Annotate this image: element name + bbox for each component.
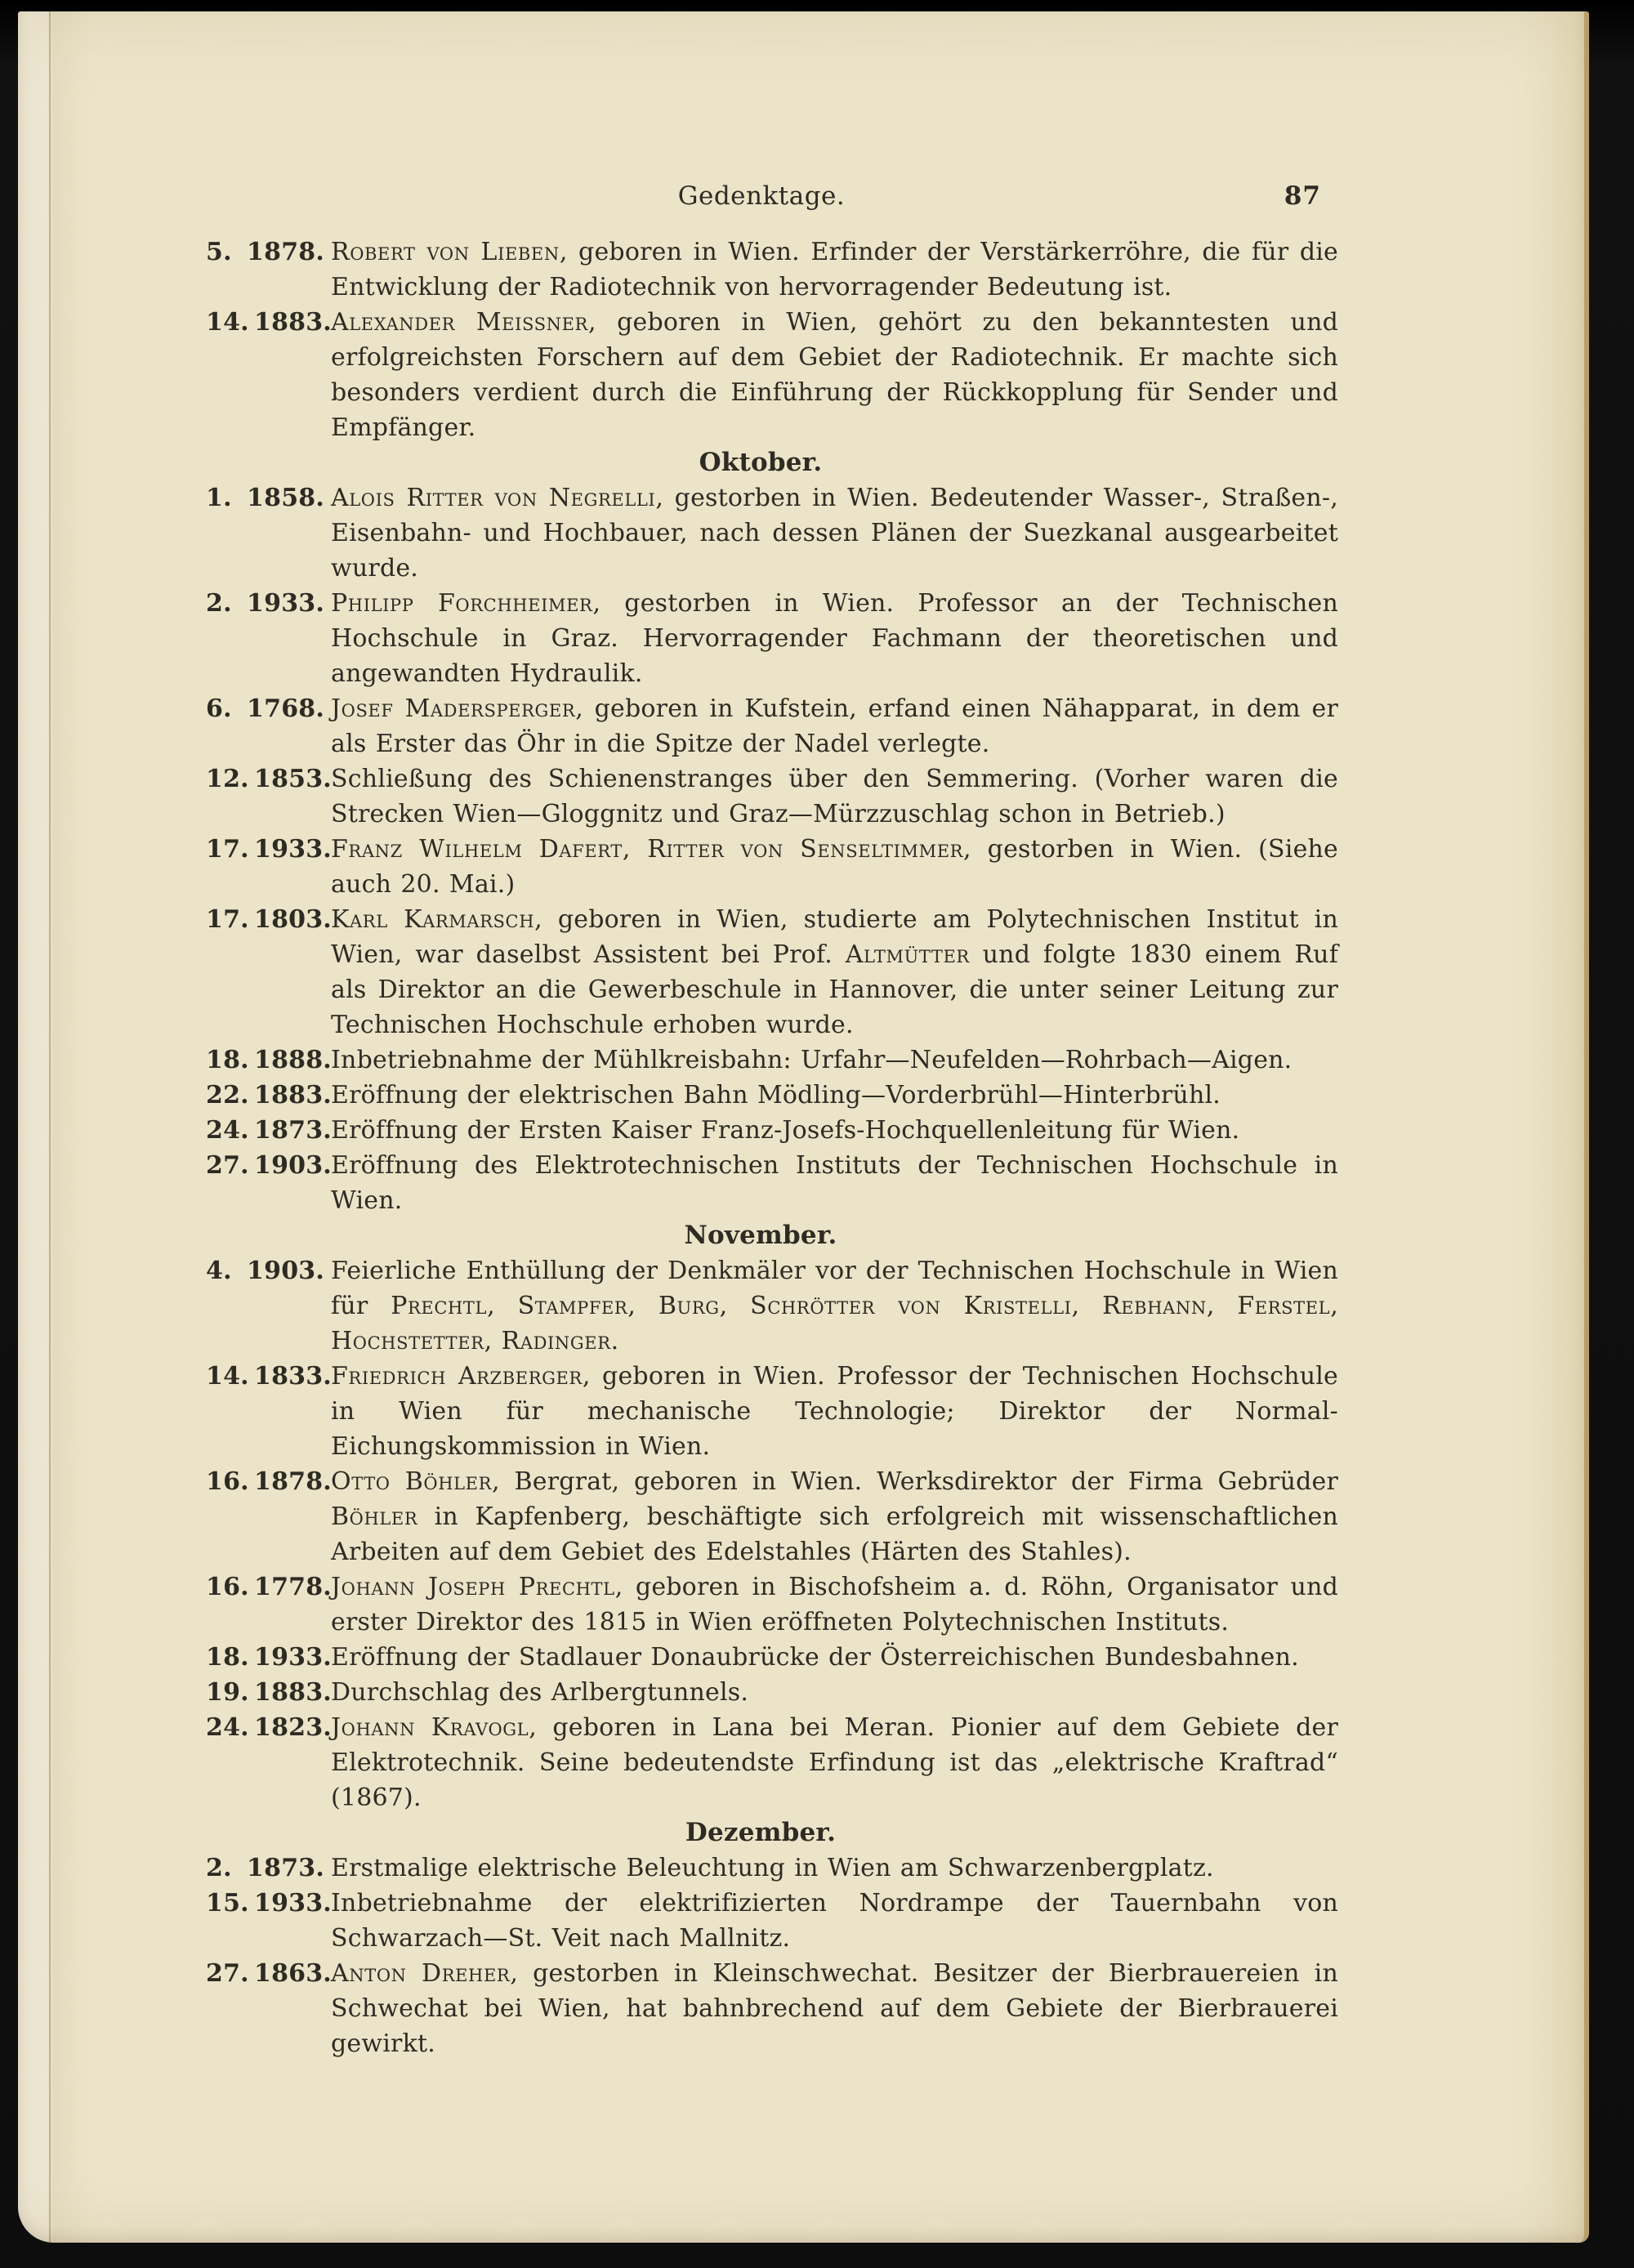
entry-row bbox=[206, 234, 1338, 305]
entry-text bbox=[331, 1116, 1239, 1145]
person-name: Radinger bbox=[501, 1327, 611, 1355]
entry-year: 1878. bbox=[247, 238, 324, 266]
entry-year: 1823. bbox=[254, 1713, 332, 1742]
entry-day: 24. bbox=[206, 1713, 249, 1742]
entry-text-segment: Feierliche Enthüllung der Denkmäler vor der Technischen Hochschule in Wien für bbox=[331, 1257, 1338, 1320]
entry-text bbox=[331, 1467, 1338, 1566]
entry-date bbox=[206, 1042, 332, 1078]
entry-text-segment: , geboren in Wien. Erfinder der Verstärkerröhre, die für die Entwicklung der Radiotechnik von hervorragender Bedeutung ist. bbox=[331, 238, 1338, 301]
entry-row bbox=[206, 1464, 1338, 1569]
entry-date bbox=[206, 691, 324, 726]
person-name: Johann Joseph Prechtl bbox=[331, 1573, 615, 1601]
entry-text-segment: Durchschlag des Arlbergtunnels. bbox=[331, 1678, 749, 1707]
entry-text-segment: , bbox=[1206, 1292, 1238, 1320]
entry-row bbox=[206, 1078, 1338, 1113]
entry-year: 1933. bbox=[247, 589, 324, 618]
entry-text-segment: , bbox=[719, 1292, 751, 1320]
entry-row bbox=[206, 1851, 1338, 1886]
entry-text-segment: Eröffnung der Ersten Kaiser Franz-Josefs-Hochquellenleitung für Wien. bbox=[331, 1116, 1240, 1145]
entry-day: 27. bbox=[206, 1151, 249, 1180]
entry-text bbox=[331, 1046, 1292, 1074]
entry-text bbox=[331, 835, 1338, 899]
entry-text-segment: , gestorben in Kleinschwechat. Besitzer der Bierbrauereien in Schwechat bei Wien, hat bahnbrechend auf dem Gebiete der Bierbrauerei gewirkt. bbox=[331, 1959, 1338, 2058]
entry-text-segment: Erstmalige elektrische Beleuchtung in Wien am Schwarzenbergplatz. bbox=[331, 1854, 1214, 1882]
entry-text bbox=[331, 1678, 748, 1707]
entry-text bbox=[331, 1713, 1338, 1812]
entry-row bbox=[206, 1640, 1338, 1675]
entry-row bbox=[206, 691, 1338, 761]
entry-year: 1858. bbox=[247, 484, 324, 512]
person-name: Franz Wilhelm Dafert, Ritter von Senseltimmer bbox=[331, 835, 964, 864]
entry-date bbox=[206, 1675, 332, 1710]
entry-text-segment: Eröffnung der elektrischen Bahn Mödling—Vorderbrühl—Hinterbrühl. bbox=[331, 1081, 1221, 1109]
entry-row bbox=[206, 1569, 1338, 1640]
person-name: Philipp Forchheimer bbox=[331, 589, 593, 618]
entry-text-segment: , geboren in Wien, gehört zu den bekanntesten und erfolgreichsten Forschern auf dem Gebiet der Radiotechnik. Er machte sich besonders verdient durch die Einführung der Rückkopplung für Sender und Empfänger. bbox=[331, 308, 1338, 442]
entry-year: 1888. bbox=[254, 1046, 332, 1074]
entry-text bbox=[331, 905, 1338, 1039]
entry-date bbox=[206, 1640, 332, 1675]
entry-date bbox=[206, 1886, 332, 1921]
person-name: Burg bbox=[658, 1292, 720, 1320]
entry-row bbox=[206, 902, 1338, 1042]
entry-date bbox=[206, 902, 332, 937]
month-heading: Dezember. bbox=[685, 1818, 837, 1847]
entry-day: 16. bbox=[206, 1573, 249, 1601]
entry-day: 6. bbox=[206, 694, 232, 723]
entry-year: 1863. bbox=[254, 1959, 332, 1988]
entry-day: 1. bbox=[206, 484, 232, 512]
entry-date bbox=[206, 761, 332, 797]
entry-day: 16. bbox=[206, 1467, 249, 1496]
entries bbox=[206, 234, 1338, 2061]
entry-text bbox=[331, 1257, 1338, 1355]
entry-text bbox=[331, 484, 1338, 583]
entry-row bbox=[206, 1359, 1338, 1464]
person-name: Anton Dreher bbox=[331, 1959, 511, 1988]
entry-year: 1903. bbox=[254, 1151, 332, 1180]
book-page bbox=[18, 11, 1589, 2243]
entry-row bbox=[206, 1113, 1338, 1148]
entry-text bbox=[331, 1643, 1299, 1672]
person-name: Altmütter bbox=[845, 940, 970, 969]
person-name: Johann Kravogl bbox=[331, 1713, 529, 1742]
entry-year: 1778. bbox=[254, 1573, 332, 1601]
entry-text-segment: Inbetriebnahme der elektrifizierten Nordrampe der Tauernbahn von Schwarzach—St. Veit nach Mallnitz. bbox=[331, 1889, 1338, 1953]
month-heading: Oktober. bbox=[699, 448, 823, 477]
entry-day: 19. bbox=[206, 1678, 249, 1707]
entry-text-segment: , bbox=[484, 1327, 502, 1355]
entry-text-segment: und folgte 1830 einem Ruf als Direktor an die Gewerbeschule in Hannover, die unter seiner Leitung zur Technischen Hochschule erhoben wurde. bbox=[331, 940, 1338, 1039]
person-name: Karl Karmarsch bbox=[331, 905, 535, 934]
entry-row bbox=[206, 1675, 1338, 1710]
entry-day: 18. bbox=[206, 1046, 249, 1074]
person-name: Böhler bbox=[331, 1502, 418, 1531]
entry-text-segment: , geboren in Wien, studierte am Polytechnischen Institut in Wien, war daselbst Assistent bei Prof. bbox=[331, 905, 1338, 969]
month-heading: November. bbox=[684, 1221, 837, 1250]
entry-date bbox=[206, 1464, 332, 1499]
entry-row bbox=[206, 1956, 1338, 2061]
person-name: Ferstel bbox=[1237, 1292, 1331, 1320]
entry-text-segment: , bbox=[1071, 1292, 1103, 1320]
entry-row bbox=[206, 1886, 1338, 1956]
entry-date bbox=[206, 1078, 332, 1113]
entry-text bbox=[331, 765, 1338, 828]
entry-date bbox=[206, 832, 332, 867]
entry-year: 1883. bbox=[254, 1678, 332, 1707]
entry-day: 22. bbox=[206, 1081, 249, 1109]
entry-year: 1933. bbox=[254, 835, 332, 864]
entry-day: 14. bbox=[206, 308, 249, 337]
entry-text-segment: , bbox=[487, 1292, 518, 1320]
entry-text-segment: , geboren in Wien. Professor der Technischen Hochschule in Wien für mechanische Technologie; Direktor der Normal-Eichungskommission in Wien. bbox=[331, 1362, 1338, 1461]
entry-year: 1878. bbox=[254, 1467, 332, 1496]
entry-text-segment: , Bergrat, geboren in Wien. Werksdirektor der Firma Gebrüder bbox=[492, 1467, 1338, 1496]
entry-date bbox=[206, 1359, 332, 1394]
entry-text bbox=[331, 1362, 1338, 1461]
entry-text-segment: Schließung des Schienenstranges über den Semmering. (Vorher waren die Strecken Wien—Gloggnitz und Graz—Mürzzuschlag schon in Betrieb.) bbox=[331, 765, 1338, 828]
entry-day: 27. bbox=[206, 1959, 249, 1988]
running-header bbox=[206, 181, 1338, 219]
entry-year: 1883. bbox=[254, 1081, 332, 1109]
person-name: Alexander Meissner bbox=[331, 308, 588, 337]
page-number: 87 bbox=[1284, 181, 1321, 211]
entry-row bbox=[206, 1710, 1338, 1815]
person-name: Prechtl bbox=[391, 1292, 488, 1320]
entry-day: 4. bbox=[206, 1257, 232, 1285]
entry-text bbox=[331, 1573, 1338, 1636]
person-name: Alois Ritter von Negrelli bbox=[331, 484, 656, 512]
entry-day: 5. bbox=[206, 238, 232, 266]
entry-date bbox=[206, 1113, 332, 1148]
entry-date bbox=[206, 1569, 332, 1605]
person-name: Hochstetter bbox=[331, 1327, 484, 1355]
entry-day: 2. bbox=[206, 1854, 232, 1882]
person-name: Robert von Lieben bbox=[331, 238, 560, 266]
entry-date bbox=[206, 586, 324, 621]
entry-date bbox=[206, 234, 324, 270]
entry-text bbox=[331, 1151, 1338, 1215]
entry-row bbox=[206, 1253, 1338, 1359]
entry-row bbox=[206, 1042, 1338, 1078]
entry-day: 2. bbox=[206, 589, 232, 618]
entry-text bbox=[331, 1959, 1338, 2058]
entry-text-segment: Eröffnung der Stadlauer Donaubrücke der Österreichischen Bundesbahnen. bbox=[331, 1643, 1299, 1672]
entry-year: 1768. bbox=[247, 694, 324, 723]
entry-day: 14. bbox=[206, 1362, 249, 1391]
entry-text bbox=[331, 238, 1338, 301]
entry-date bbox=[206, 1148, 332, 1183]
entry-row bbox=[206, 586, 1338, 691]
entry-year: 1933. bbox=[254, 1889, 332, 1918]
entry-year: 1903. bbox=[247, 1257, 324, 1285]
entry-text bbox=[331, 1889, 1338, 1953]
entry-year: 1873. bbox=[254, 1116, 332, 1145]
entry-year: 1883. bbox=[254, 308, 332, 337]
entry-text-segment: Eröffnung des Elektrotechnischen Instituts der Technischen Hochschule in Wien. bbox=[331, 1151, 1338, 1215]
entry-text bbox=[331, 589, 1338, 688]
entry-text-segment: , gestorben in Wien. Professor an der Technischen Hochschule in Graz. Hervorragender Fachmann der theoretischen und angewandten Hydraulik. bbox=[331, 589, 1338, 688]
person-name: Stampfer bbox=[517, 1292, 628, 1320]
entry-year: 1933. bbox=[254, 1643, 332, 1672]
entry-date bbox=[206, 305, 332, 340]
entry-text-segment: , gestorben in Wien. (Siehe auch 20. Mai.) bbox=[331, 835, 1338, 899]
entry-year: 1833. bbox=[254, 1362, 332, 1391]
page-fold-line bbox=[49, 11, 51, 2243]
entry-row bbox=[206, 832, 1338, 902]
entry-day: 17. bbox=[206, 905, 249, 934]
entry-text-segment: , geboren in Kufstein, erfand einen Nähapparat, in dem er als Erster das Öhr in die Spitze der Nadel verlegte. bbox=[331, 694, 1338, 758]
person-name: Rebhann bbox=[1102, 1292, 1207, 1320]
entry-text bbox=[331, 1854, 1214, 1882]
entry-text-segment: . bbox=[610, 1327, 619, 1355]
entry-row bbox=[206, 761, 1338, 832]
entry-day: 24. bbox=[206, 1116, 249, 1145]
entry-row bbox=[206, 305, 1338, 445]
entry-text bbox=[331, 694, 1338, 758]
person-name: Otto Böhler bbox=[331, 1467, 493, 1496]
entry-date bbox=[206, 480, 324, 516]
entry-year: 1803. bbox=[254, 905, 332, 934]
entry-text-segment: , gestorben in Wien. Bedeutender Wasser-, Straßen-, Eisenbahn- und Hochbauer, nach dessen Plänen der Suezkanal ausgearbeitet wurde. bbox=[331, 484, 1338, 583]
entry-row bbox=[206, 480, 1338, 586]
entry-text-segment: , bbox=[627, 1292, 659, 1320]
entry-date bbox=[206, 1956, 332, 1991]
person-name: Schrötter von Kristelli bbox=[750, 1292, 1072, 1320]
entry-day: 15. bbox=[206, 1889, 249, 1918]
entry-text bbox=[331, 308, 1338, 442]
person-name: Josef Madersperger bbox=[331, 694, 576, 723]
entry-year: 1853. bbox=[254, 765, 332, 793]
entry-text-segment: in Kapfenberg, beschäftigte sich erfolgreich mit wissenschaftlichen Arbeiten auf dem Gebiet des Edelstahles (Härten des Stahles). bbox=[331, 1502, 1338, 1566]
entry-day: 17. bbox=[206, 835, 249, 864]
entry-day: 18. bbox=[206, 1643, 249, 1672]
entry-text-segment: Inbetriebnahme der Mühlkreisbahn: Urfahr—Neufelden—Rohrbach—Aigen. bbox=[331, 1046, 1292, 1074]
page-title: Gedenktage. bbox=[677, 181, 846, 211]
entry-text-segment: , geboren in Lana bei Meran. Pionier auf dem Gebiete der Elektrotechnik. Seine bedeutendste Erfindung ist das „elektrische Kraftrad“ (1867). bbox=[331, 1713, 1339, 1812]
entry-row bbox=[206, 1148, 1338, 1218]
entry-text bbox=[331, 1081, 1221, 1109]
entry-year: 1873. bbox=[247, 1854, 324, 1882]
entry-text-segment: , geboren in Bischofsheim a. d. Röhn, Organisator und erster Direktor des 1815 in Wien eröffneten Polytechnischen Instituts. bbox=[331, 1573, 1338, 1636]
entry-day: 12. bbox=[206, 765, 249, 793]
entry-text-segment: , bbox=[1330, 1292, 1338, 1320]
entry-date bbox=[206, 1710, 332, 1745]
person-name: Friedrich Arzberger bbox=[331, 1362, 583, 1391]
entry-date bbox=[206, 1851, 324, 1886]
entry-date bbox=[206, 1253, 324, 1288]
